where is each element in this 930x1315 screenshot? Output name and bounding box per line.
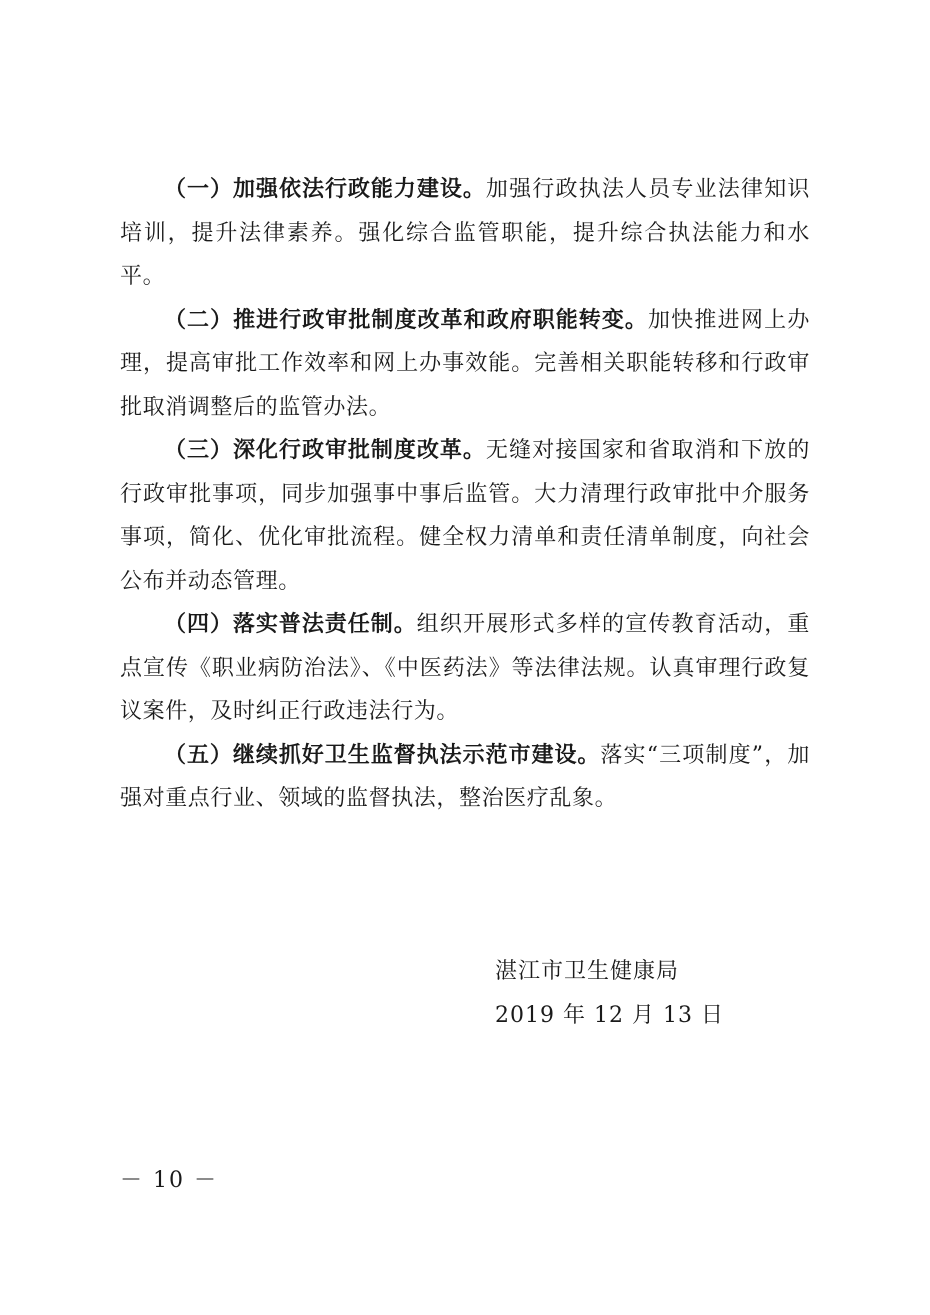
section-body-5: 落实“三项制度”，加强对重点行业、领域的监督执法，整治医疗乱象。 bbox=[120, 742, 810, 811]
section-heading-2: （二）推进行政审批制度改革和政府职能转变。 bbox=[164, 307, 648, 333]
section-paragraph-2 bbox=[120, 299, 810, 430]
page-number: － 10 － bbox=[120, 1168, 218, 1193]
section-body-4: 组织开展形式多样的宣传教育活动，重点宣传《职业病防治法》、《中医药法》等法律法规。认真审理行政复议案件，及时纠正行政违法行为。 bbox=[120, 612, 810, 724]
section-paragraph-3 bbox=[120, 429, 810, 603]
section-heading-4: （四）落实普法责任制。 bbox=[164, 612, 417, 637]
signature-organization: 湛江市卫生健康局 bbox=[495, 959, 680, 984]
signature-date: 2019 年 12 月 13 日 bbox=[495, 1003, 724, 1028]
section-body-2: 加快推进网上办理，提高审批工作效率和网上办事效能。完善相关职能转移和行政审批取消调整后的监管办法。 bbox=[120, 307, 811, 420]
document-body bbox=[120, 168, 810, 821]
section-heading-1: （一）加强依法行政能力建设。 bbox=[164, 177, 486, 202]
section-paragraph-4 bbox=[120, 603, 810, 734]
section-paragraph-1 bbox=[120, 168, 810, 299]
section-body-1: 加强行政执法人员专业法律知识培训，提升法律素养。强化综合监管职能，提升综合执法能力和水平。 bbox=[120, 177, 810, 289]
section-heading-5: （五）继续抓好卫生监督执法示范市建设。 bbox=[164, 742, 601, 768]
section-body-3: 无缝对接国家和省取消和下放的行政审批事项，同步加强事中事后监管。大力清理行政审批中介服务事项，简化、优化审批流程。健全权力清单和责任清单制度，向社会公布并动态管理。 bbox=[120, 438, 810, 594]
section-heading-3: （三）深化行政审批制度改革。 bbox=[164, 438, 486, 463]
signature-block bbox=[495, 950, 724, 1038]
section-paragraph-5 bbox=[120, 734, 810, 821]
